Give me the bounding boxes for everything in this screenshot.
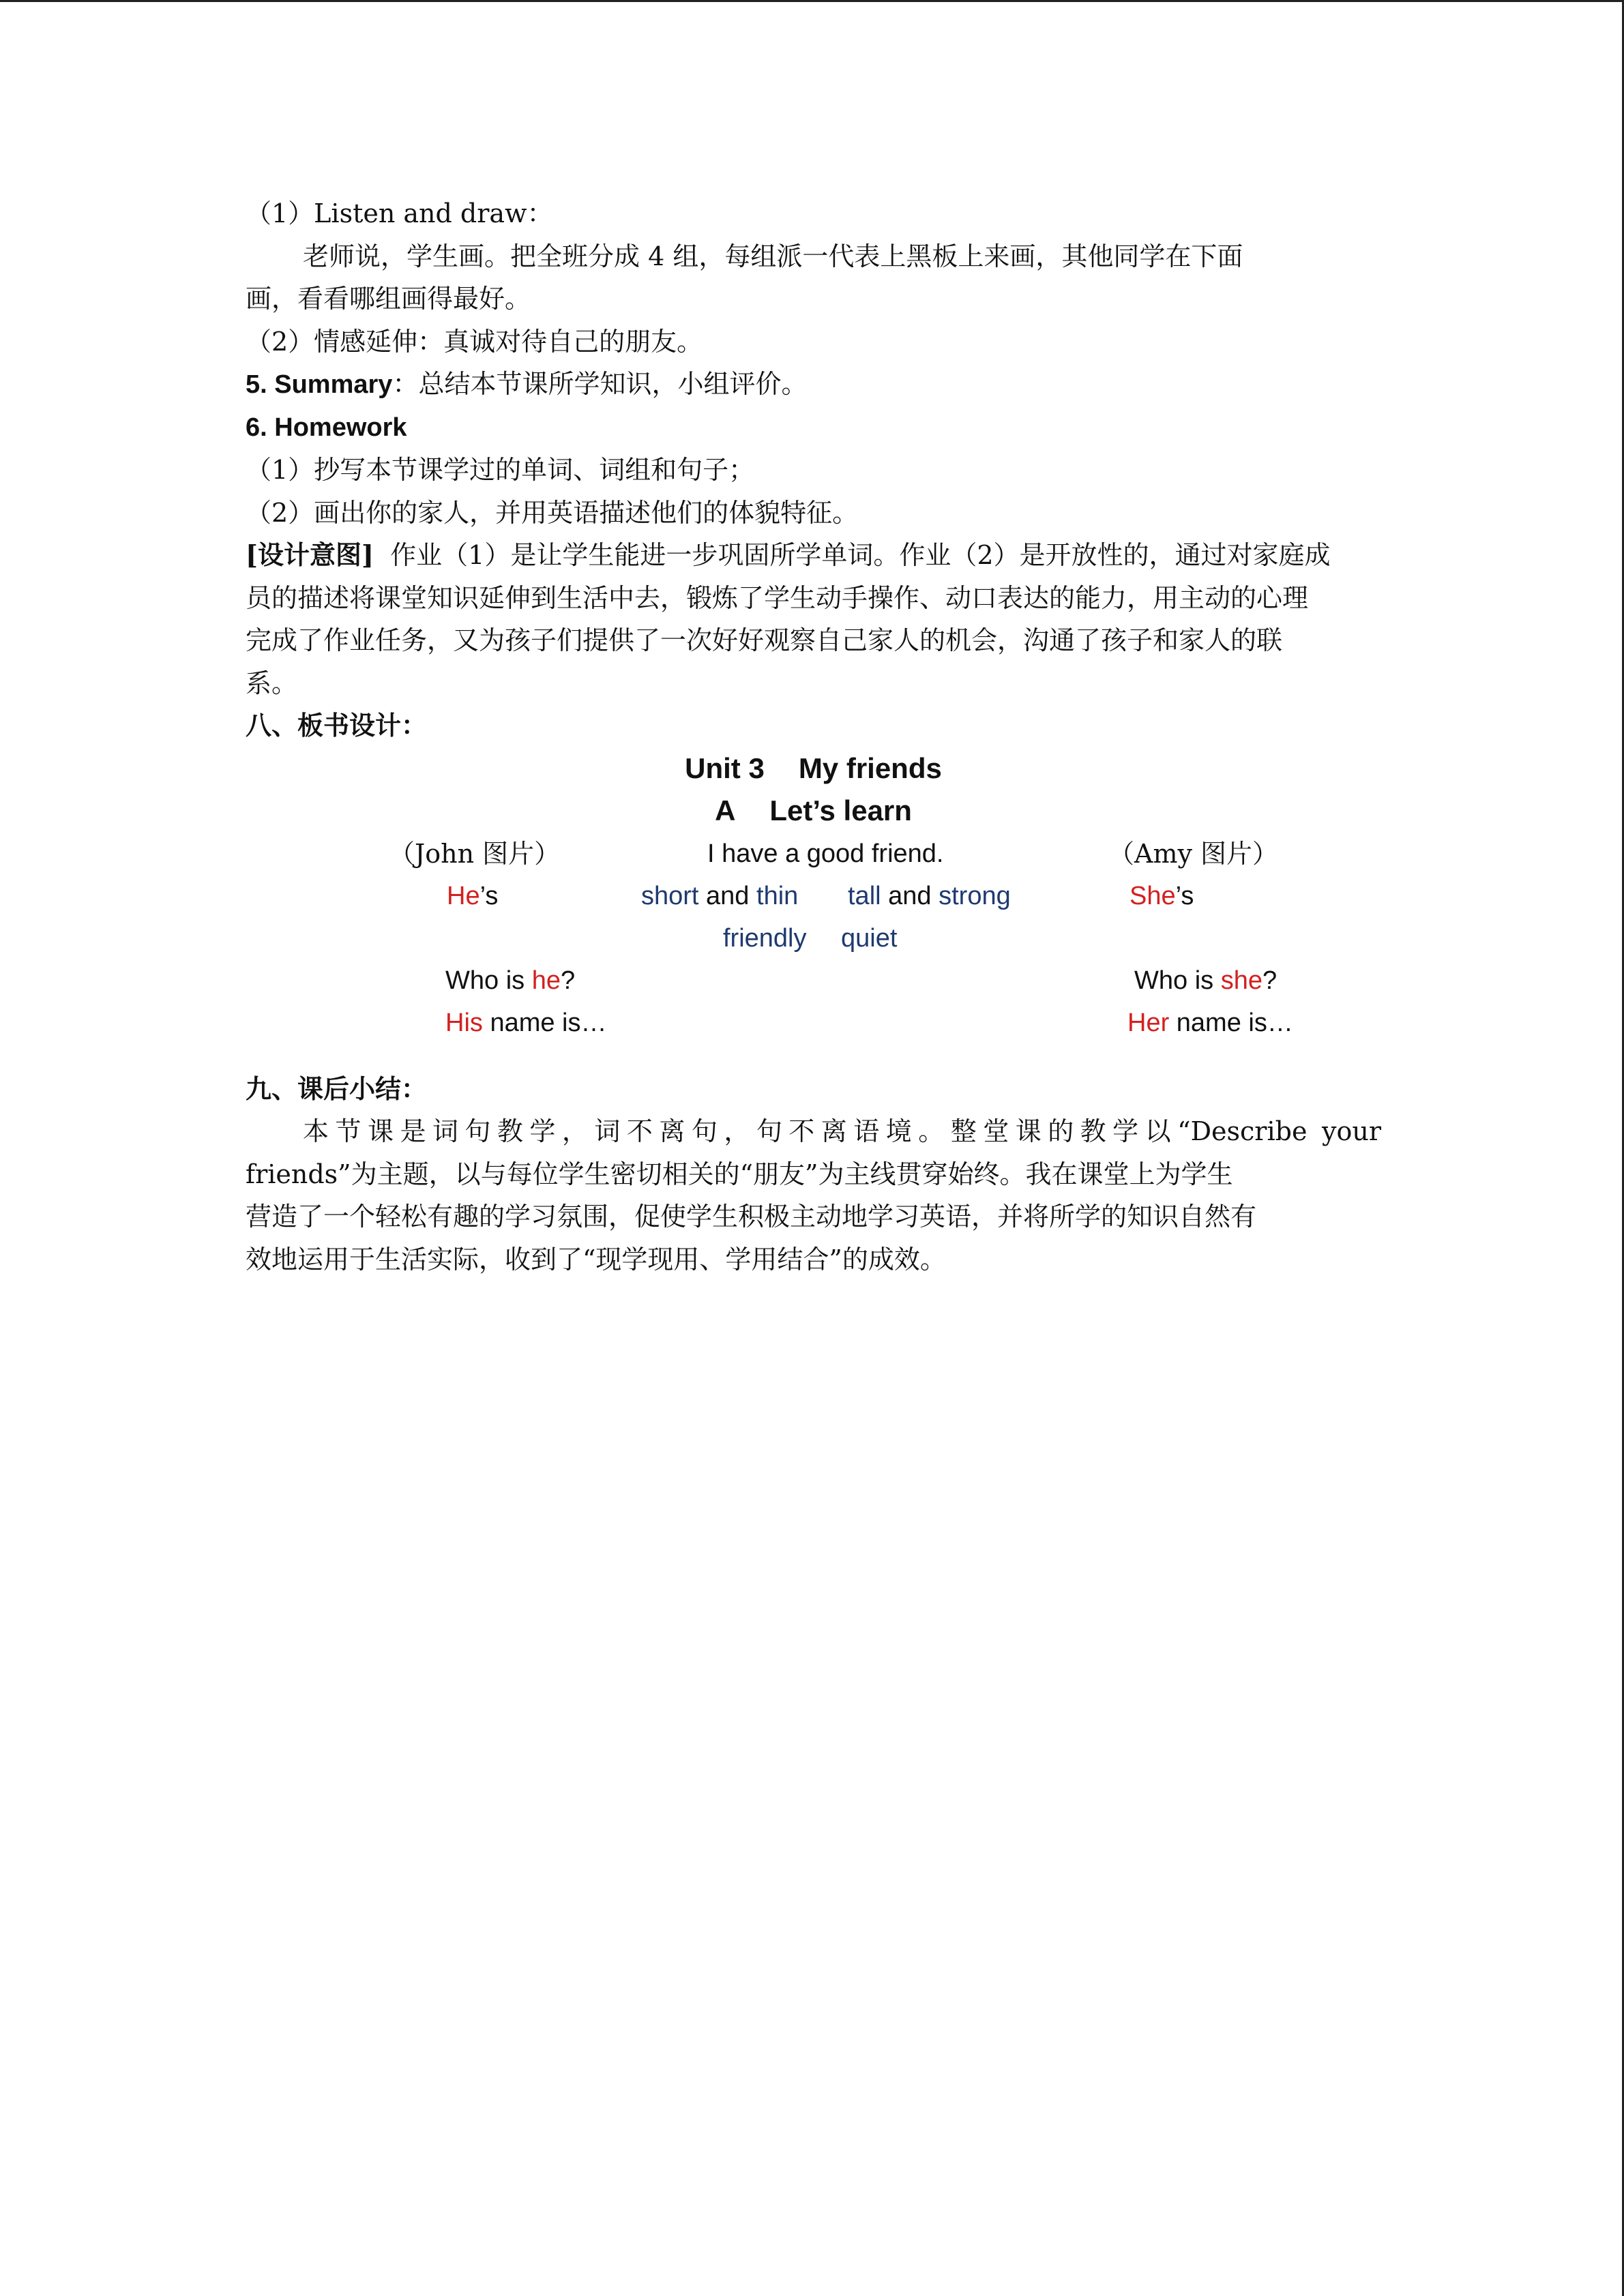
adjective-short: short [641,881,699,910]
blackboard-design [246,747,1381,1068]
board-section-name: Let’s learn [769,794,912,826]
short-and-thin: short and thin [641,881,799,910]
document-page [246,192,1381,1281]
adjective-friendly: friendly [723,923,807,953]
section-9-heading: 九、课后小结： [246,1073,428,1104]
pronoun-she-lower: she [1220,966,1263,995]
his-name-is: His name is… [445,1008,607,1037]
design-intent-line-4: 系。 [246,668,298,698]
adjective-strong: strong [939,881,1011,910]
top-border [0,0,1624,2]
who-is-she: Who is she? [1134,966,1278,995]
pronoun-he: He [447,881,480,910]
he-is-label: He’s [447,881,499,910]
pronoun-her: Her [1127,1008,1170,1037]
summary-label: 5. Summary [246,370,393,399]
conclusion-line-3: 营造了一个轻松有趣的学习氛围，促使学生积极主动地学习英语，并将所学的知识自然有 [246,1202,1257,1232]
amy-picture-label: （Amy 图片） [1108,838,1279,869]
pronoun-he-lower: he [531,966,561,995]
who-is-he: Who is he? [445,966,576,995]
homework-item-1: （1）抄写本节课学过的单词、词组和句子； [246,455,755,485]
homework-heading: 6. Homework [246,413,407,442]
board-center-sentence: I have a good friend. [707,839,944,868]
homework-item-2: （2）画出你的家人，并用英语描述他们的体貌特征。 [246,497,859,528]
conclusion-line-4: 效地运用于生活实际，收到了“现学现用、学用结合”的成效。 [246,1244,946,1274]
summary-text: ：总结本节课所学知识，小组评价。 [392,369,808,399]
john-picture-label: （John 图片） [389,838,561,869]
pronoun-his: His [445,1008,483,1037]
design-intent-line-1 [246,534,1381,577]
board-unit: Unit 3 [685,751,765,784]
she-is-label: She’s [1130,881,1194,910]
section-8-heading: 八、板书设计： [246,710,428,741]
design-intent-text-1: 作业（1）是让学生能进一步巩固所学单词。作业（2）是开放性的，通过对家庭成 [390,540,1331,570]
adjective-tall: tall [848,881,881,910]
pronoun-she: She [1130,881,1176,910]
activity-1-heading: （1）Listen and draw： [246,198,553,228]
activity-1-text: 老师说，学生画。把全班分成 4 组，每组派一代表上黑板上来画，其他同学在下面 [303,241,1243,271]
activity-1-text-cont: 画，看看哪组画得最好。 [246,284,531,314]
conclusion-line-2: friends”为主题，以与每位学生密切相关的“朋友”为主线贯穿始终。我在课堂上为学生 [246,1159,1233,1189]
adjective-quiet: quiet [841,923,898,953]
tall-and-strong: tall and strong [848,881,1011,910]
board-section-letter: A [715,794,736,826]
board-unit-name: My friends [798,751,942,784]
conclusion-line-1: 本节课是词句教学，词不离句，句不离语境。整堂课的教学以“Describe your [303,1116,1381,1146]
design-intent-label: [设计意图] [246,539,374,570]
her-name-is: Her name is… [1127,1008,1293,1037]
activity-2-text: （2）情感延伸：真诚对待自己的朋友。 [246,326,703,357]
board-title [246,747,1381,790]
design-intent-line-3: 完成了作业任务，又为孩子们提供了一次好好观察自己家人的机会，沟通了孩子和家人的联 [246,625,1283,655]
design-intent-line-2: 员的描述将课堂知识延伸到生活中去，锻炼了学生动手操作、动口表达的能力，用主动的心理 [246,582,1309,613]
board-subtitle [246,790,1381,833]
adjective-thin: thin [756,881,799,910]
summary-line [246,363,1381,406]
